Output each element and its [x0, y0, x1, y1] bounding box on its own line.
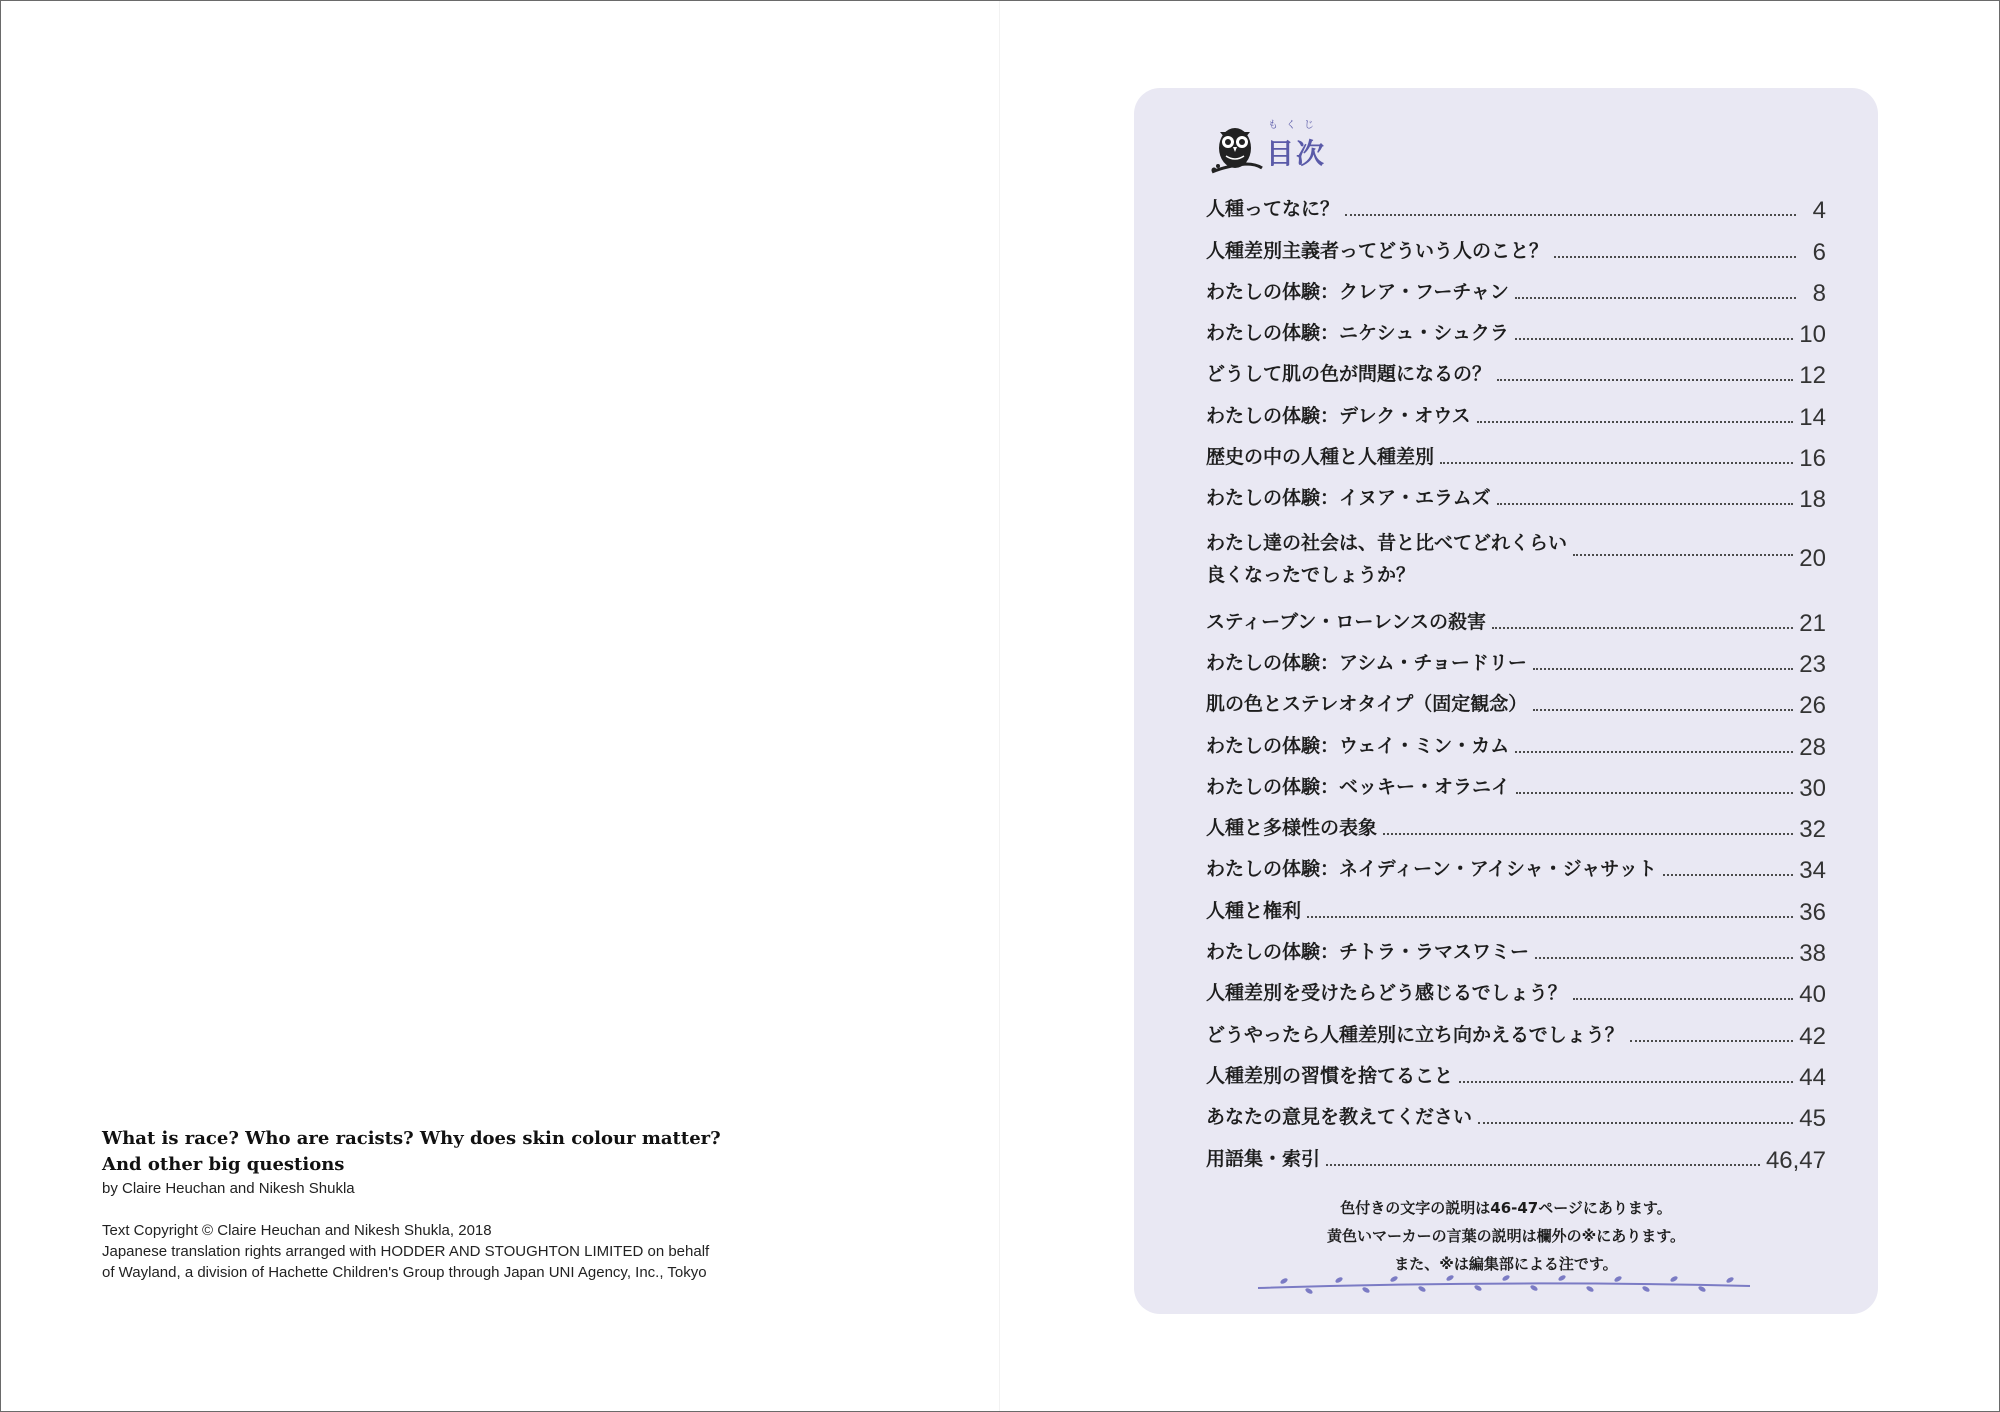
toc-leader-dots [1533, 668, 1793, 670]
toc-entry-label: 人種ってなに？ [1206, 198, 1340, 221]
toc-entry[interactable] [1206, 1096, 1826, 1137]
toc-entry-label: わたしの体験：アシム・チョードリー [1206, 651, 1527, 674]
toc-entry-page: 16 [1799, 445, 1826, 473]
toc-leader-dots [1573, 554, 1793, 556]
toc-leader-dots [1477, 421, 1794, 423]
toc-leader-dots [1459, 1081, 1793, 1083]
toc-leader-dots [1515, 338, 1793, 340]
owl-icon [1206, 118, 1264, 178]
note-editorial: また、※は編集部による注です。 [1394, 1255, 1618, 1273]
toc-leader-dots [1478, 1122, 1793, 1124]
toc-entry-label: わたしの体験：デレク・オウス [1206, 404, 1471, 427]
toc-leader-dots [1663, 874, 1793, 876]
toc-entry[interactable] [1206, 229, 1826, 270]
toc-entry[interactable] [1206, 394, 1826, 435]
toc-panel [1134, 88, 1878, 1314]
toc-entry[interactable] [1206, 972, 1826, 1013]
vine-ornament-icon [1254, 1272, 1754, 1296]
toc-entry-label: あなたの意見を教えてください [1206, 1106, 1473, 1129]
toc-entry[interactable] [1206, 271, 1826, 312]
toc-entry-label: 人種差別の習慣を捨てること [1206, 1064, 1454, 1087]
toc-entry-page: 23 [1799, 650, 1826, 678]
toc-entry[interactable] [1206, 600, 1826, 641]
toc-entry[interactable] [1206, 724, 1826, 765]
toc-entry-page: 14 [1799, 403, 1826, 431]
note-yellow-marker: 黄色いマーカーの言葉の説明は欄外の※にあります。 [1326, 1227, 1686, 1245]
toc-entry-label: 人種と多様性の表象 [1206, 817, 1378, 840]
toc-leader-dots [1492, 627, 1793, 629]
toc-entry[interactable] [1206, 312, 1826, 353]
toc-entry[interactable] [1206, 807, 1826, 848]
original-title: What is race? Who are racists? Why does skin colour matter? And other big questions [102, 1128, 721, 1175]
toc-entry-page: 6 [1812, 238, 1826, 266]
toc-entry-page: 34 [1799, 857, 1826, 885]
toc-list [1206, 188, 1826, 1179]
toc-entry-label: わたしの体験：イヌア・エラムズ [1206, 487, 1491, 510]
toc-entry-page: 30 [1799, 774, 1826, 802]
toc-entry[interactable] [1206, 683, 1826, 724]
toc-leader-dots [1573, 998, 1793, 1000]
toc-entry-label: 用語集・索引 [1206, 1147, 1321, 1170]
toc-entry[interactable] [1206, 188, 1826, 229]
toc-title-ruby: もくじ [1268, 120, 1322, 131]
toc-leader-dots [1533, 709, 1793, 711]
toc-leader-dots [1535, 957, 1793, 959]
copyright-block [102, 1126, 722, 1283]
toc-entry-page: 21 [1799, 609, 1826, 637]
toc-entry[interactable] [1206, 1137, 1826, 1178]
toc-entry[interactable] [1206, 848, 1826, 889]
toc-entry[interactable] [1206, 353, 1826, 394]
toc-entry-label: わたしの体験：ベッキー・オラニイ [1206, 775, 1511, 798]
toc-entry-label: スティーブン・ローレンスの殺害 [1206, 610, 1486, 633]
toc-leader-dots [1497, 503, 1793, 505]
toc-entry-label: わたし達の社会は、昔と比べてどれくらい 良くなったでしょうか？ [1206, 532, 1568, 587]
toc-entry-page: 10 [1799, 321, 1826, 349]
toc-entry-page: 28 [1799, 733, 1826, 761]
toc-entry-label: 人種差別主義者ってどういう人のこと？ [1206, 239, 1549, 262]
toc-entry-page: 40 [1799, 981, 1826, 1009]
toc-entry-label: 人種と権利 [1206, 899, 1302, 922]
toc-leader-dots [1326, 1164, 1760, 1166]
toc-entry-page: 45 [1799, 1105, 1826, 1133]
spine-divider [999, 1, 1000, 1411]
toc-entry-page: 44 [1799, 1063, 1826, 1091]
toc-entry-label: どうして肌の色が問題になるの？ [1206, 363, 1492, 386]
original-authors: by Claire Heuchan and Nikesh Shukla [102, 1180, 355, 1197]
toc-entry-label: 歴史の中の人種と人種差別 [1206, 446, 1435, 469]
toc-entry-page: 36 [1799, 898, 1826, 926]
toc-entry-label: わたしの体験：クレア・フーチャン [1206, 280, 1509, 303]
toc-entry[interactable] [1206, 1055, 1826, 1096]
toc-entry-label: わたしの体験：ニケシュ・シュクラ [1206, 322, 1509, 345]
toc-entry[interactable] [1206, 766, 1826, 807]
toc-leader-dots [1440, 462, 1793, 464]
toc-entry-page: 42 [1799, 1022, 1826, 1050]
rights-line-2: of Wayland, a division of Hachette Children's Group through Japan UNI Agency, Inc., Tokyo [102, 1264, 707, 1281]
toc-leader-dots [1497, 379, 1793, 381]
toc-entry[interactable] [1206, 477, 1826, 518]
toc-entry[interactable] [1206, 436, 1826, 477]
toc-entry-label: どうやったら人種差別に立ち向かえるでしょう？ [1206, 1023, 1624, 1046]
rights-line-1: Japanese translation rights arranged with HODDER AND STOUGHTON LIMITED on behalf [102, 1243, 710, 1260]
toc-entry[interactable] [1206, 642, 1826, 683]
toc-leader-dots [1630, 1040, 1793, 1042]
note-colored-text: 色付きの文字の説明は46-47ページにあります。 [1340, 1199, 1672, 1217]
toc-entry[interactable] [1206, 518, 1826, 600]
toc-entry-page: 32 [1799, 816, 1826, 844]
toc-leader-dots [1515, 297, 1796, 299]
toc-entry-page: 26 [1799, 692, 1826, 720]
toc-entry-label: わたしの体験：チトラ・ラマスワミー [1206, 941, 1530, 964]
toc-entry-page: 18 [1799, 486, 1826, 514]
toc-leader-dots [1515, 751, 1793, 753]
toc-entry[interactable] [1206, 889, 1826, 930]
toc-leader-dots [1345, 214, 1796, 216]
toc-entry-page: 46,47 [1765, 1146, 1826, 1174]
toc-leader-dots [1307, 916, 1793, 918]
text-copyright: Text Copyright © Claire Heuchan and Nikesh Shukla, 2018 [102, 1222, 492, 1239]
toc-leader-dots [1516, 792, 1793, 794]
toc-notes [1134, 1194, 1878, 1278]
toc-entry[interactable] [1206, 931, 1826, 972]
toc-entry-page: 4 [1812, 197, 1826, 225]
toc-entry-page: 12 [1799, 362, 1826, 390]
toc-entry-page: 20 [1799, 545, 1826, 573]
toc-title: 目次 [1266, 137, 1327, 170]
toc-entry-label: 肌の色とステレオタイプ（固定観念） [1206, 693, 1528, 716]
toc-header [1206, 112, 1506, 172]
toc-entry[interactable] [1206, 1013, 1826, 1054]
toc-entry-label: わたしの体験：ネイディーン・アイシャ・ジャサット [1206, 858, 1657, 881]
toc-leader-dots [1383, 833, 1793, 835]
toc-entry-label: 人種差別を受けたらどう感じるでしょう？ [1206, 982, 1567, 1005]
toc-entry-page: 38 [1799, 940, 1826, 968]
toc-entry-page: 8 [1812, 279, 1826, 307]
toc-entry-label: わたしの体験：ウェイ・ミン・カム [1206, 734, 1510, 757]
toc-leader-dots [1554, 256, 1796, 258]
